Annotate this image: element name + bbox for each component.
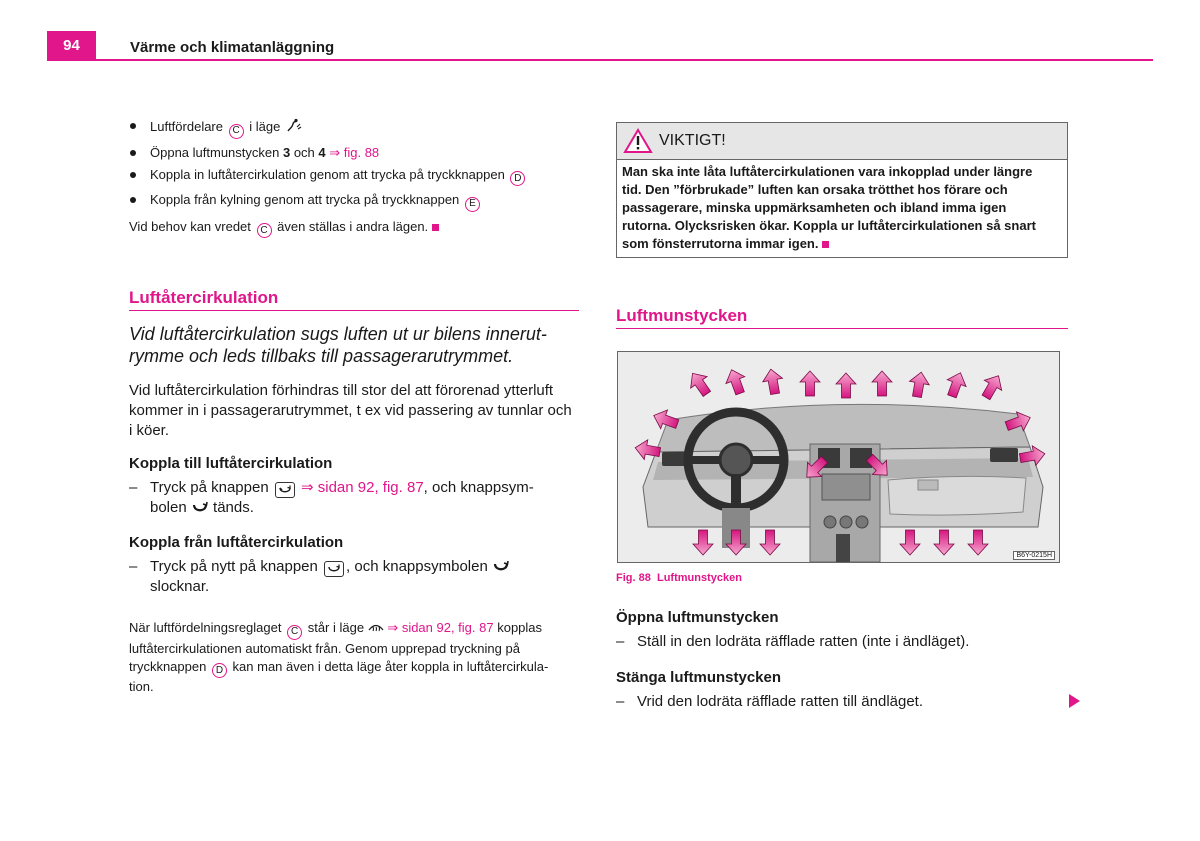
header-rule [47,59,1153,61]
left-column [129,118,579,696]
warning-header [617,123,1067,160]
control-d-badge: D [212,663,227,678]
section-title-vents: Luftmunstycken [616,306,1068,329]
list-item: Öppna luftmunstycken 3 och 4 ⇒ fig. 88 [129,145,579,161]
subheading-open: Öppna luftmunstycken [616,609,779,626]
warning-triangle-icon [623,128,653,154]
control-c-badge: C [257,223,272,238]
page-number: 94 [47,31,96,60]
list-item: Koppla från kylning genom att trycka på tryckknappen E [129,192,579,212]
note-text: Vid behov kan vredet C även ställas i andra lägen. [129,218,579,239]
section-title-recirculation: Luftåtercirkulation [129,288,579,311]
lead-text: Vid luftåtercirkulation sugs luften ut ur bilens innerut- rymme och leds tillbaks till passagerarutrymmet. [129,324,547,366]
recirculation-button-icon [324,561,344,577]
recirculation-button-icon [275,482,295,498]
subheading-on: Koppla till luftåtercirkulation [129,455,333,472]
defrost-icon [368,622,384,634]
step-on: – Tryck på knappen ⇒ sidan 92, fig. 87, och knappsym- bolen tänds. [129,478,579,518]
page-link[interactable]: sidan 92, fig. 87 [401,620,494,635]
subheading-off: Koppla från luftåtercirkulation [129,534,344,551]
list-item: Koppla in luftåtercirkulation genom att trycka på tryckknappen D [129,167,579,187]
footnote-text: När luftfördelningsreglaget C står i läge ⇒ sidan 92, fig. 87 kopplas luftåtercirkulationen automatiskt från. Genom upprepad tryckning på tryckknappen D kan man även i detta läge åter koppla in luftåtercirkula- tion. [129,620,549,694]
right-column [616,118,1068,712]
airflow-feet-icon [284,118,302,133]
warning-title: VIKTIGT! [659,132,726,149]
figure-caption: Fig. 88 Luftmunstycken [616,572,742,584]
subheading-close: Stänga luftmunstycken [616,669,782,686]
end-marker-icon [822,241,829,248]
step-close: – Vrid den lodräta räfflade ratten till ändläget. [616,692,1068,712]
page-link[interactable]: sidan 92, fig. 87 [317,479,424,496]
step-off: – Tryck på nytt på knappen , och knappsymbolen slocknar. [129,557,579,597]
intro-text: Vid luftåtercirkulation förhindras till stor del att förorenad ytterluft kommer in i passagerarutrymmet, t ex vid passering av tunnlar och i köer. [129,382,572,439]
end-marker-icon [432,224,439,231]
page-header-title: Värme och klimatanläggning [130,39,335,56]
figure-dashboard-vents [617,351,1060,563]
control-c-badge: C [229,124,244,139]
control-c-badge: C [287,625,302,640]
control-e-badge: E [465,197,480,212]
figure-code: B6Y-0215H [1013,551,1055,560]
dashboard-illustration [618,352,1059,562]
next-page-arrow-icon[interactable] [1069,694,1080,708]
warning-text: Man ska inte låta luftåtercirkulationen vara inkopplad under längre tid. Den ”förbrukade” luften kan orsaka trötthet hos förare och passagerare, minska uppmärksamheten och ibland imma igen rutorna. Olycksrisken ökar. Koppla ur luftåtercirkulationen så snart som fönsterrutorna immar igen. [622,164,1036,251]
bullet-list [129,118,579,212]
step-open: – Ställ in den lodräta räfflade ratten (inte i ändläget). [616,632,1068,652]
control-d-badge: D [510,171,525,186]
recirculation-symbol-icon [492,561,510,573]
list-item: Luftfördelare C i läge [129,118,579,139]
recirculation-symbol-icon [191,502,209,514]
warning-box [616,122,1068,258]
figure-link[interactable]: fig. 88 [343,144,380,160]
